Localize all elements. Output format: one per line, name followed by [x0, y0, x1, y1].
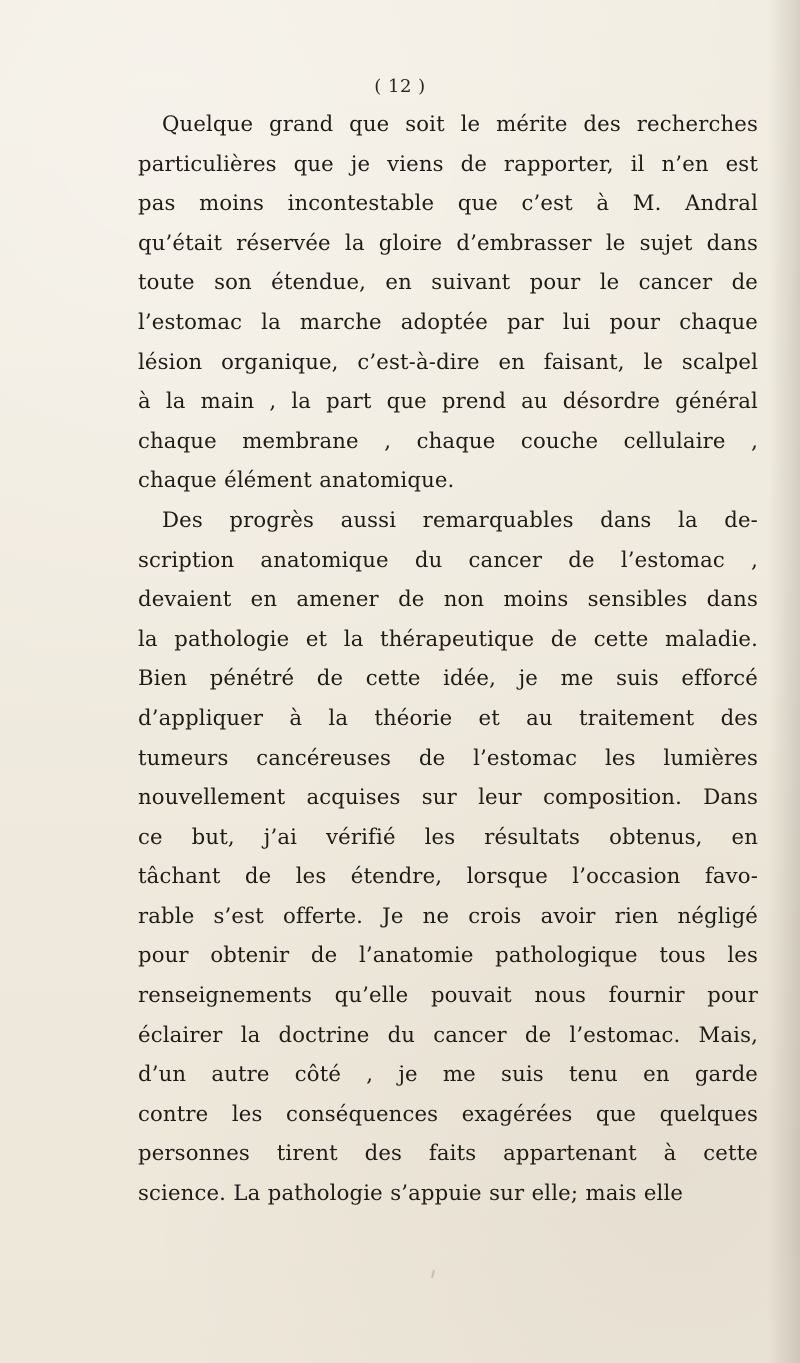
paragraph-line: devaient en amener de non moins sensibles dans [138, 586, 758, 612]
paragraph-2 [138, 500, 758, 1213]
paragraph-line: pour obtenir de l’anatomie pathologique tous les [138, 942, 758, 968]
paragraph-line: chaque membrane , chaque couche cellulaire , [138, 427, 758, 453]
paragraph-line: ce but, j’ai vérifié les résultats obtenus, en [138, 823, 758, 849]
paragraph-1 [138, 104, 758, 500]
paragraph-line: scription anatomique du cancer de l’estomac , [138, 546, 758, 572]
page-body [138, 104, 758, 1213]
paragraph-line: contre les conséquences exagérées que quelques [138, 1100, 758, 1126]
paragraph-line: nouvellement acquises sur leur composition. Dans [138, 784, 758, 810]
paragraph-line: Des progrès aussi remarquables dans la de- [162, 506, 758, 532]
page-number: ( 12 ) [374, 76, 426, 97]
paragraph-line: lésion organique, c’est-à-dire en faisant, le scalpel [138, 348, 758, 374]
paragraph-line: d’appliquer à la théorie et au traitement des [138, 704, 758, 730]
paragraph-line: particulières que je viens de rapporter, il n’en est [138, 150, 758, 176]
paragraph-line: chaque élément anatomique. [138, 467, 455, 493]
paragraph-line: science. La pathologie s’appuie sur elle; mais elle [138, 1180, 684, 1206]
paragraph-line: qu’était réservée la gloire d’embrasser le sujet dans [138, 229, 758, 255]
paragraph-line: d’un autre côté , je me suis tenu en garde [138, 1061, 758, 1087]
paragraph-line: tâchant de les étendre, lorsque l’occasion favo- [138, 863, 758, 889]
paper-mark [431, 1270, 435, 1278]
paragraph-line: toute son étendue, en suivant pour le cancer de [138, 269, 758, 295]
paragraph-line: Quelque grand que soit le mérite des recherches [162, 111, 758, 136]
paragraph-line: la pathologie et la thérapeutique de cette maladie. [138, 625, 758, 651]
paragraph-line: l’estomac la marche adoptée par lui pour chaque [138, 308, 758, 334]
paragraph-line: personnes tirent des faits appartenant à cette [138, 1140, 758, 1166]
paragraph-line: tumeurs cancéreuses de l’estomac les lumières [138, 744, 758, 770]
paragraph-line: rable s’est offerte. Je ne crois avoir rien négligé [138, 902, 758, 928]
paragraph-line: à la main , la part que prend au désordre général [138, 388, 758, 414]
paragraph-line: Bien pénétré de cette idée, je me suis efforcé [138, 665, 758, 691]
paragraph-line: renseignements qu’elle pouvait nous fournir pour [138, 982, 758, 1008]
paragraph-line: pas moins incontestable que c’est à M. Andral [138, 190, 758, 216]
paragraph-line: éclairer la doctrine du cancer de l’estomac. Mais, [138, 1021, 758, 1047]
page-edge-shadow [768, 0, 800, 1363]
